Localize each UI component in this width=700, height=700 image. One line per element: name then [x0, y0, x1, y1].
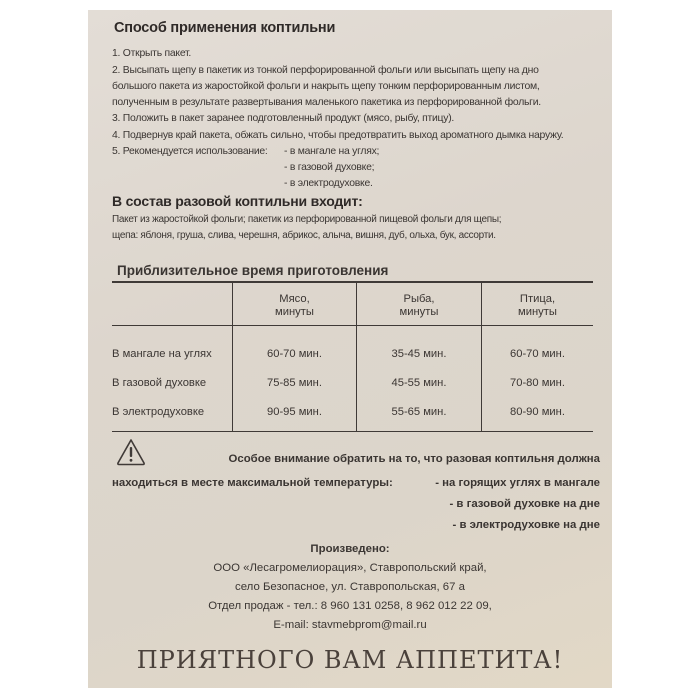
usage-title: Способ применения коптильни	[114, 20, 336, 36]
warning-place: - на горящих углях в мангале	[435, 477, 600, 489]
recommended-item: - в мангале на углях;	[284, 146, 380, 157]
table-header-poultry	[482, 293, 593, 319]
table-bottom-border	[112, 431, 593, 432]
table-cell: 35-45 мин.	[391, 348, 447, 360]
table-cell: 90-95 мин.	[267, 406, 322, 418]
table-cell: 60-70 мин.	[267, 348, 322, 360]
producer-line: ООО «Лесагромелиорация», Ставропольский край,	[213, 562, 487, 574]
table-cell: 45-55 мин.	[391, 377, 447, 389]
contents-line: щепа: яблоня, груша, слива, черешня, абрикос, алыча, вишня, дуб, ольха, бук, ассорти.	[112, 230, 496, 241]
usage-step: 1. Открыть пакет.	[112, 48, 191, 59]
table-row-label: В газовой духовке	[112, 377, 207, 389]
producer-line: село Безопасное, ул. Ставропольская, 67 а	[235, 581, 465, 593]
usage-step: 5. Рекомендуется использование:	[112, 146, 268, 157]
producer-title: Произведено:	[310, 543, 390, 555]
header-line: минуты	[518, 306, 557, 318]
producer-email: E-mail: stavmebprom@mail.ru	[273, 619, 427, 631]
contents-line: Пакет из жаростойкой фольги; пакетик из перфорированной пищевой фольги для щепы;	[112, 214, 502, 225]
cooking-time-title: Приблизительное время приготовления	[117, 263, 389, 278]
usage-step: 4. Подвернув край пакета, обжать сильно, чтобы предотвратить выход ароматного дымка наружу.	[112, 130, 564, 141]
usage-step: 2. Высыпать щепу в пакетик из тонкой перфорированной фольги или высыпать щепу на дно	[112, 65, 539, 76]
warning-place: - в газовой духовке на дне	[449, 498, 600, 510]
closing-greeting: ПРИЯТНОГО ВАМ АППЕТИТА!	[136, 646, 564, 674]
recommended-item: - в газовой духовке;	[284, 162, 375, 173]
table-cell: 60-70 мин.	[510, 348, 565, 360]
table-row-label: В мангале на углях	[112, 348, 212, 360]
usage-step: 3. Положить в пакет заранее подготовленный продукт (мясо, рыбу, птицу).	[112, 113, 455, 124]
header-line: минуты	[275, 306, 314, 318]
producer-phones: Отдел продаж - тел.: 8 960 131 0258, 8 962 012 22 09,	[208, 600, 492, 612]
warning-line: находиться в месте максимальной температуры:	[112, 477, 393, 489]
warning-line: Особое внимание обратить на то, что разовая коптильня должна	[228, 453, 600, 465]
table-cell: 55-65 мин.	[391, 406, 447, 418]
usage-step: большого пакета из жаростойкой фольги и накрыть щепу тонким перфорированным листом,	[112, 81, 540, 92]
table-cell: 75-85 мин.	[267, 377, 322, 389]
warning-place: - в электродуховке на дне	[452, 519, 600, 531]
table-header-fish	[357, 293, 481, 319]
header-line: Птица,	[519, 293, 556, 305]
warning-triangle-icon	[116, 438, 146, 466]
table-header-border	[112, 325, 593, 326]
table-top-border	[112, 281, 593, 283]
table-cell: 70-80 мин.	[510, 377, 565, 389]
table-row-label: В электродуховке	[112, 406, 205, 418]
table-header-meat	[233, 293, 356, 319]
instruction-sheet	[88, 10, 612, 688]
usage-step: полученным в результате развертывания маленького пакетика из перфорированной фольги.	[112, 97, 541, 108]
recommended-item: - в электродуховке.	[284, 178, 373, 189]
header-line: минуты	[399, 306, 439, 318]
header-line: Рыба,	[403, 293, 435, 305]
contents-title: В состав разовой коптильни входит:	[112, 193, 363, 209]
header-line: Мясо,	[279, 293, 310, 305]
table-cell: 80-90 мин.	[510, 406, 565, 418]
